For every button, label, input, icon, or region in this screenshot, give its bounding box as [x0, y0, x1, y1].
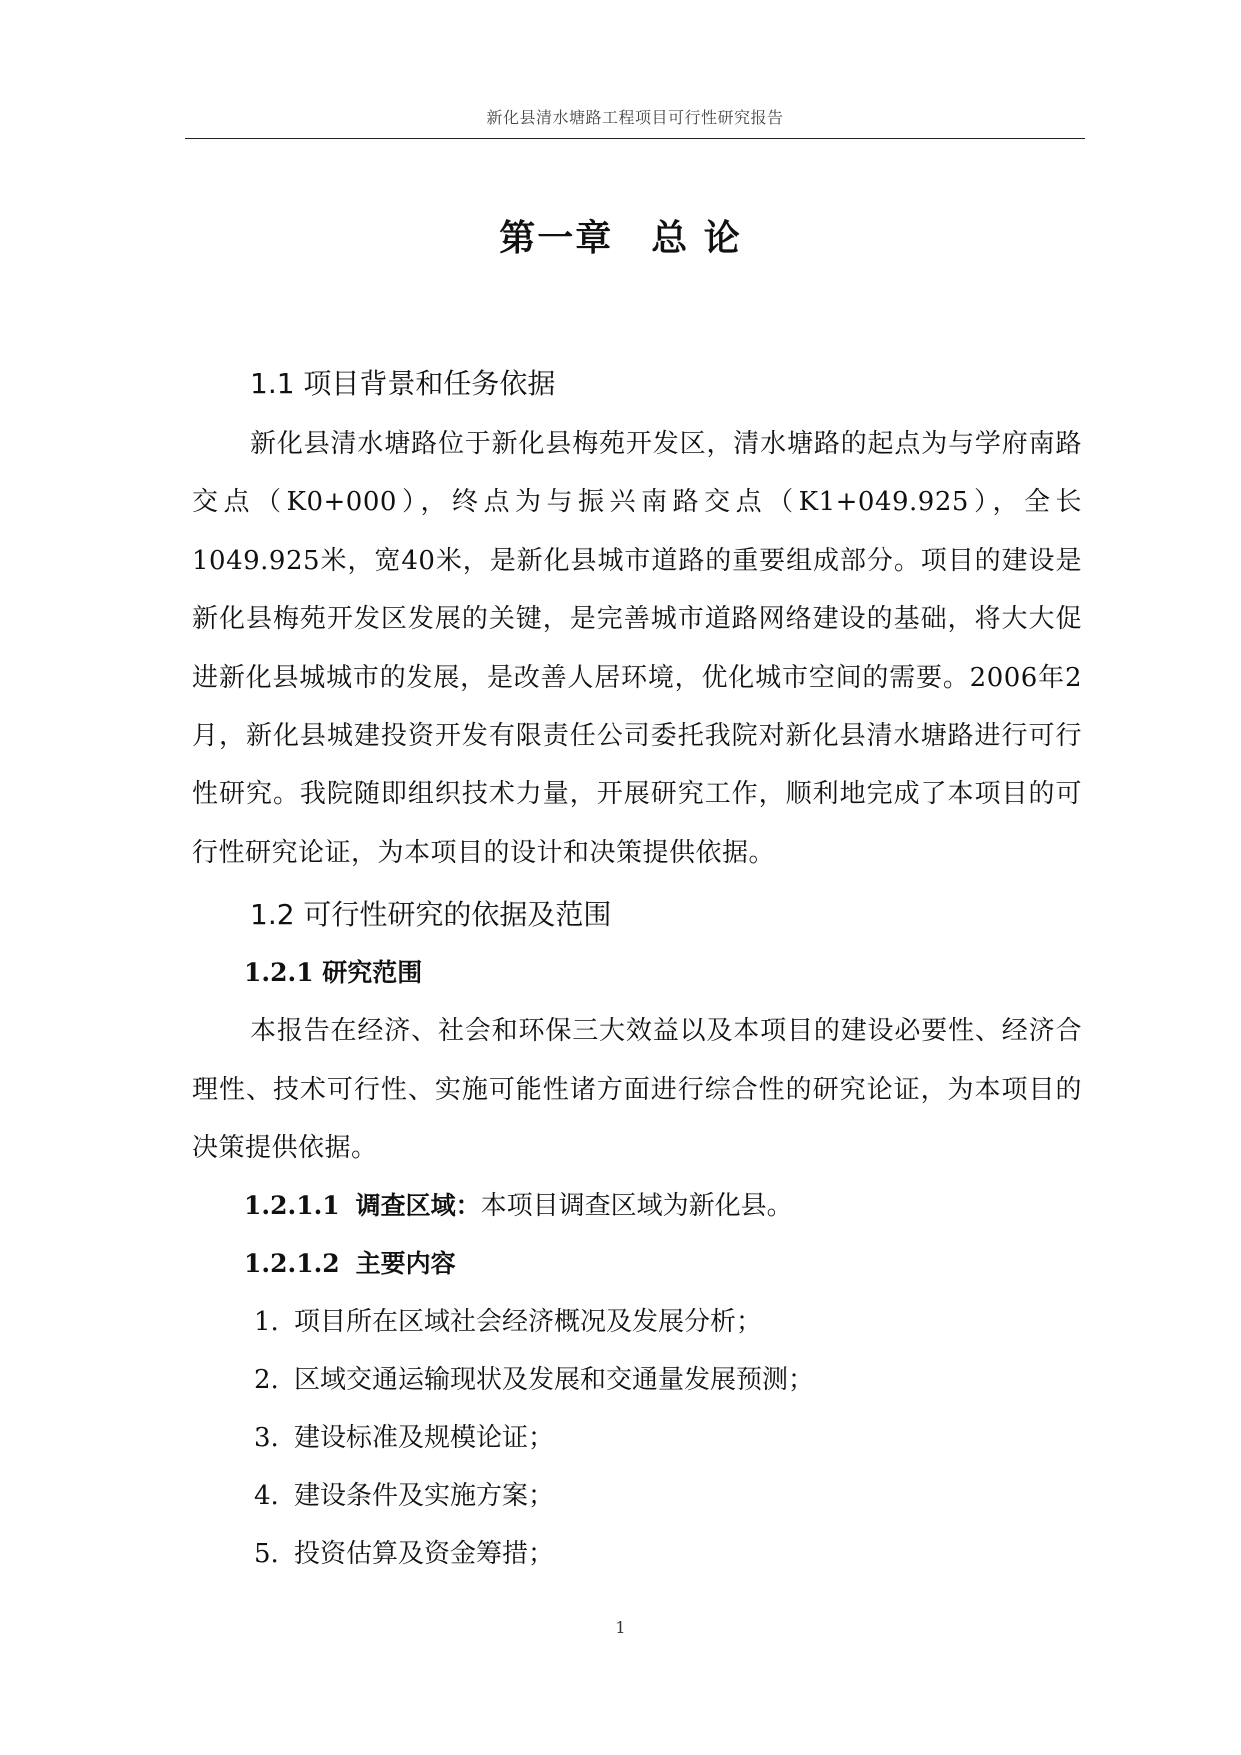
list-item [192, 1525, 1082, 1583]
section-1-2-1-1-number: 1.2.1.1 [244, 1191, 340, 1221]
list-item-number: 3. [254, 1423, 279, 1454]
list-item [192, 1409, 1082, 1467]
section-1-1-heading: 1.1 项目背景和任务依据 [250, 367, 556, 400]
main-content-list [192, 1293, 1082, 1583]
list-item-text: 建设标准及规模论证； [294, 1423, 555, 1454]
section-1-2-1-heading: 1.2.1 研究范围 [244, 958, 423, 988]
section-1-2-1-2-line [192, 1235, 1082, 1293]
header-title: 新化县清水塘路工程项目可行性研究报告 [486, 108, 784, 127]
list-item-number: 2. [254, 1365, 279, 1396]
list-item-text: 投资估算及资金筹措； [294, 1539, 555, 1570]
section-1-2-1-1-text: 本项目调查区域为新化县。 [480, 1191, 793, 1222]
section-1-2-1-paragraph: 本报告在经济、社会和环保三大效益以及本项目的建设必要性、经济合理性、技术可行性、实施可能性诸方面进行综合性的研究论证，为本项目的决策提供依据。 [192, 1016, 1082, 1164]
list-item [192, 1467, 1082, 1525]
chapter-title: 第一章 总 论 [499, 218, 742, 259]
list-item-text: 项目所在区域社会经济概况及发展分析； [294, 1307, 763, 1338]
section-1-1-paragraph: 新化县清水塘路位于新化县梅苑开发区，清水塘路的起点为与学府南路交点（K0+000），终点为与振兴南路交点（K1+049.925），全长1049.925米，宽40米，是新化县城市道路的重要组成部分。项目的建设是新化县梅苑开发区发展的关键，是完善城市道路网络建设的基础，将大大促进新化县城城市的发展，是改善人居环境，优化城市空间的需要。2006年2月，新化县城建投资开发有限责任公司委托我院对新化县清水塘路进行可行性研究。我院随即组织技术力量，开展研究工作，顺利地完成了本项目的可行性研究论证，为本项目的设计和决策提供依据。 [192, 429, 1082, 868]
list-item-number: 4. [254, 1481, 279, 1512]
list-item-text: 区域交通运输现状及发展和交通量发展预测； [294, 1365, 815, 1396]
document-body [192, 355, 1082, 1583]
section-1-2-1-2-label: 主要内容 [355, 1249, 456, 1279]
document-header [185, 104, 1085, 139]
section-1-2-1-2-number: 1.2.1.2 [244, 1249, 340, 1279]
section-1-2-1-1-label: 调查区域： [355, 1191, 481, 1221]
list-item-number: 5. [254, 1539, 279, 1570]
list-item [192, 1351, 1082, 1409]
list-item-text: 建设条件及实施方案； [294, 1481, 555, 1512]
page-number: 1 [615, 1618, 626, 1637]
list-item [192, 1293, 1082, 1351]
list-item-number: 1. [254, 1307, 279, 1338]
section-1-2-heading: 1.2 可行性研究的依据及范围 [250, 898, 612, 932]
section-1-2-1-1-line [192, 1177, 1082, 1235]
